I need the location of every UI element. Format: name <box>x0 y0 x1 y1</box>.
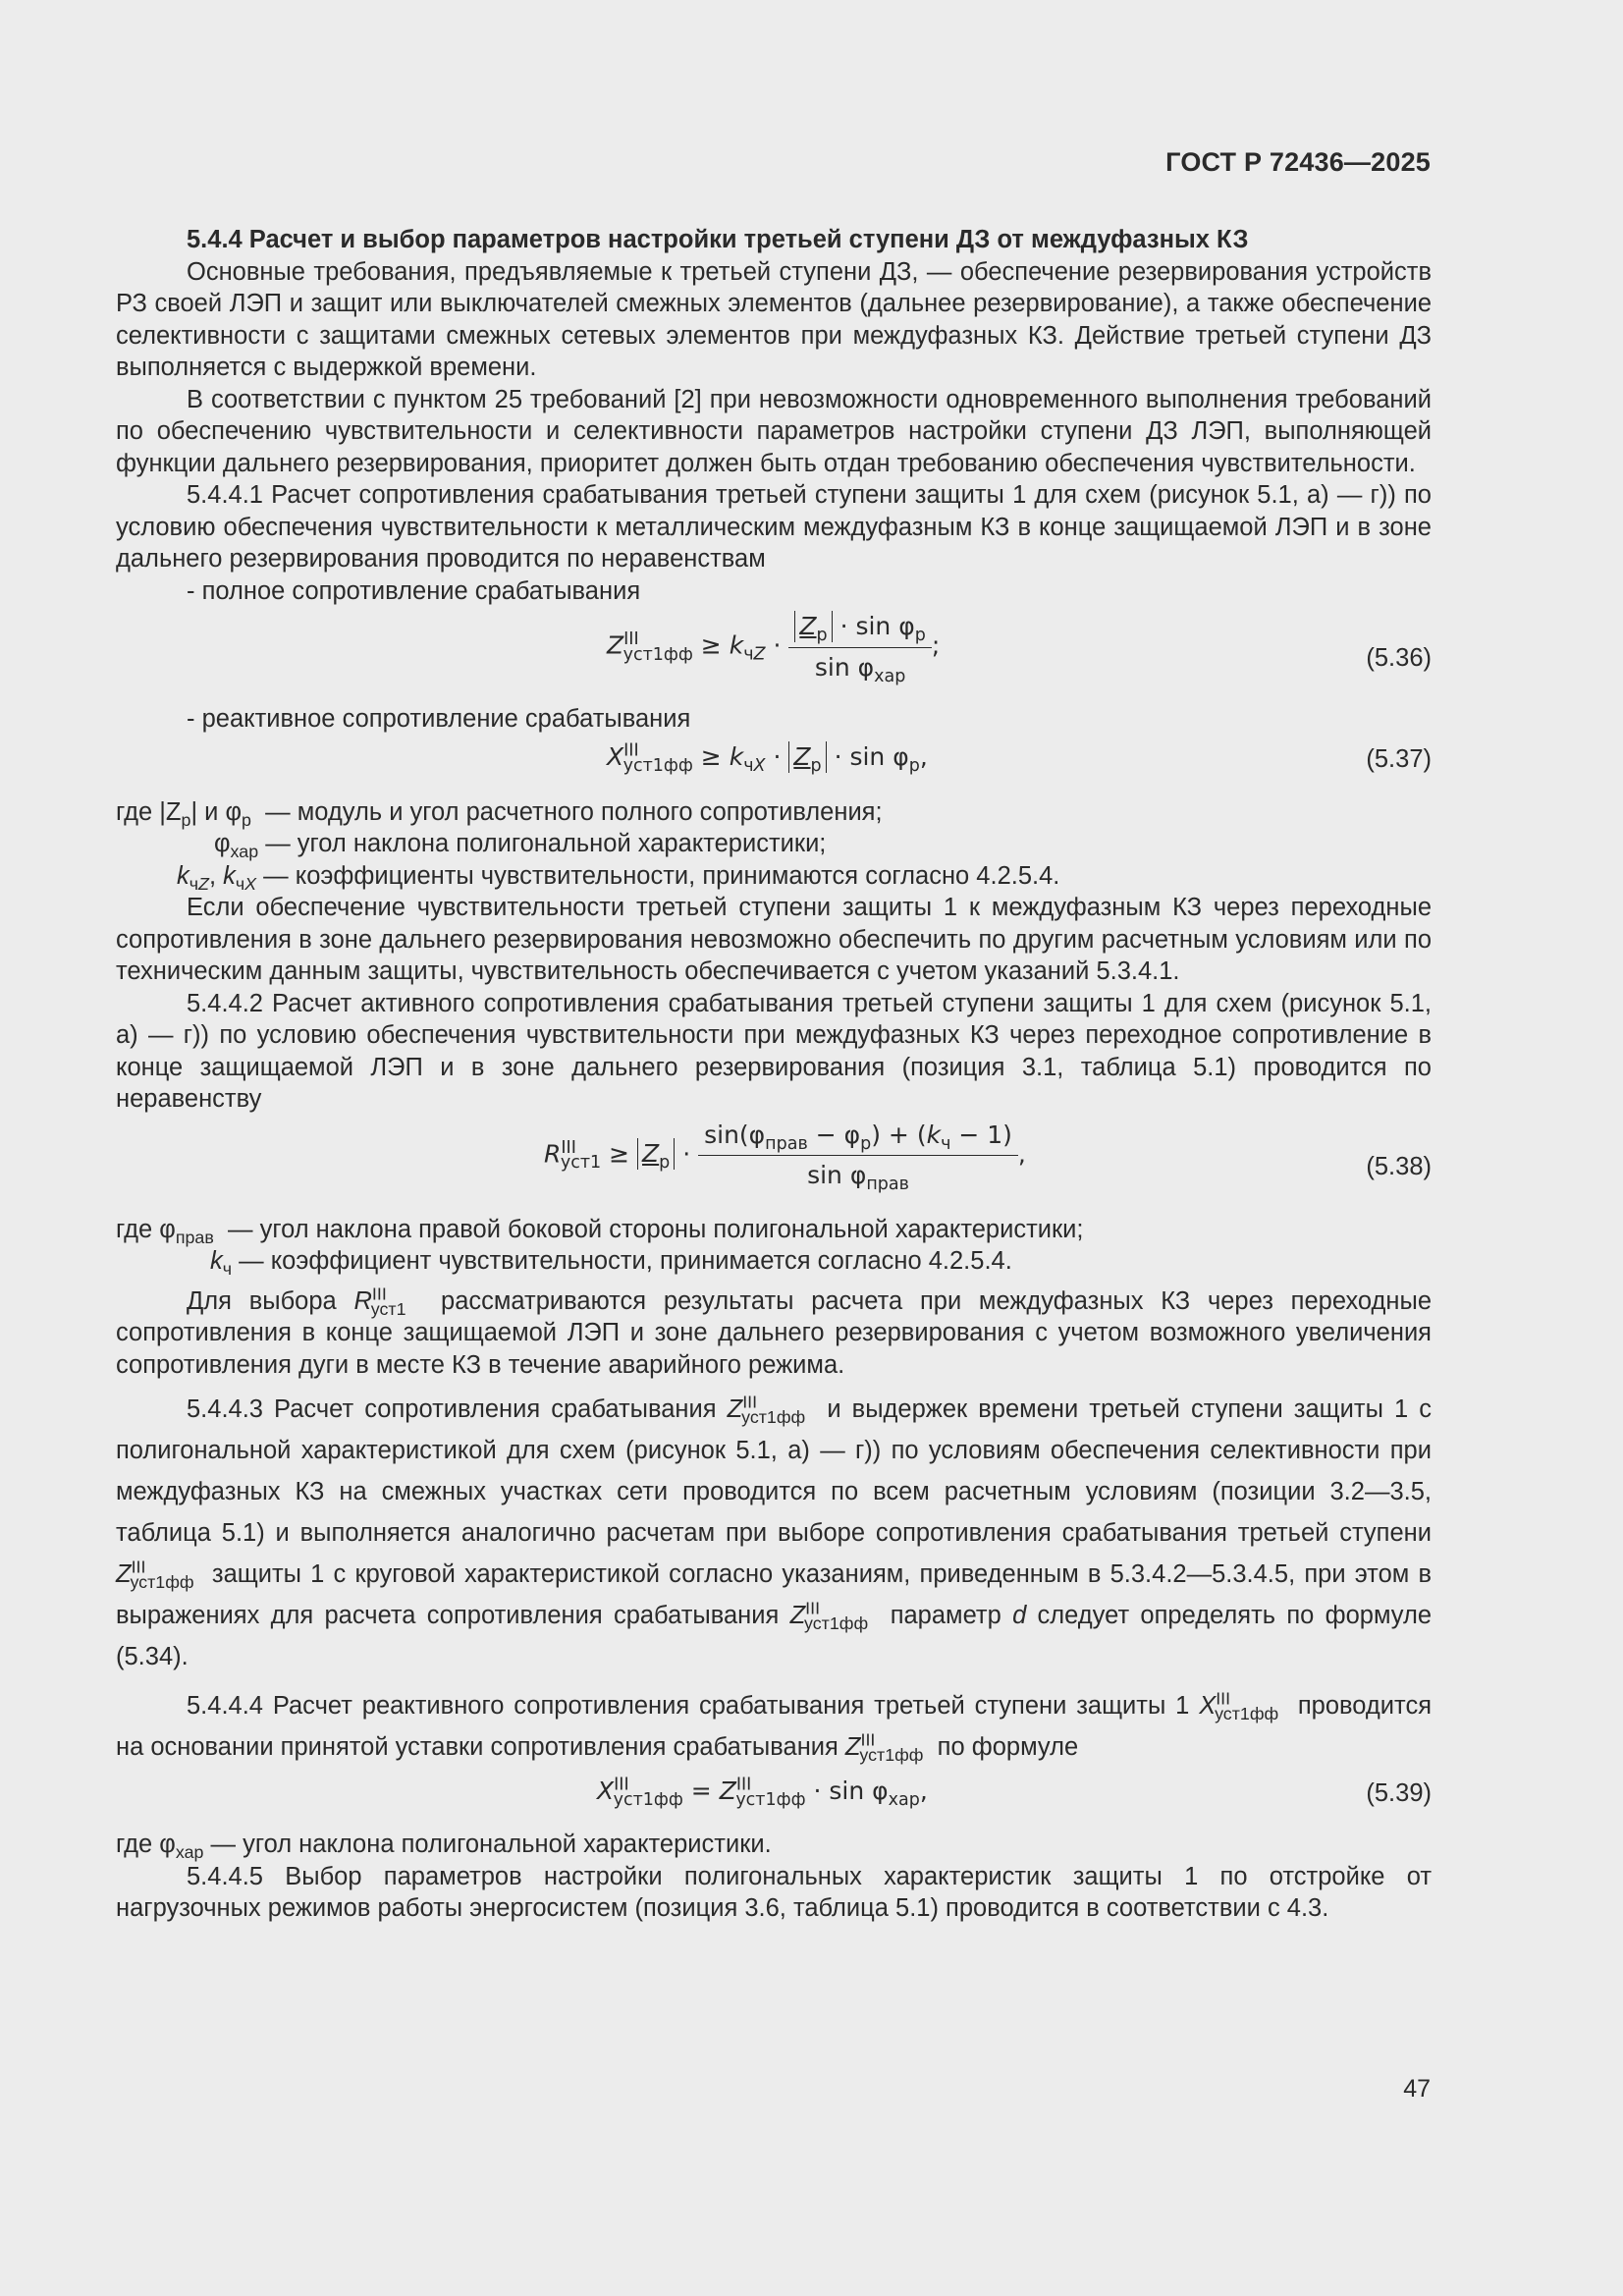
page-number: 47 <box>1403 2075 1431 2103</box>
equation-number: (5.37) <box>1366 744 1432 773</box>
definitions <box>116 796 1432 893</box>
definition-row: $k_{чZ}$, $k_{чX}$ — коэффициенты чувствительности, принимаются согласно 4.2.5.4. <box>177 861 1060 894</box>
paragraph: 5.4.4.2 Расчет активного сопротивления срабатывания третьей ступени защиты 1 для схем (рисунок 5.1, а) — г)) по условию обеспечения чувствительности при междуфазных КЗ через переходное сопротивление в конце защищаемой ЛЭП и в зоне дальнего резервирования (позиция 3.1, таблица 5.1) проводится по неравенству <box>116 989 1432 1113</box>
paragraph: 5.4.4.1 Расчет сопротивления срабатывания третьей ступени защиты 1 для схем (рисунок 5.1, а) — г)) по условию обеспечения чувствительности к металлическим междуфазным КЗ в конце защищаемой ЛЭП и в зоне дальнего резервирования проводится по неравенствам <box>116 481 1432 573</box>
formula: $X^{III}_{уст1фф} \ge k_{чX} \cdot Z_р \cdot \sin \varphi_р$, <box>607 740 928 776</box>
formula: $X^{III}_{уст1фф} = Z^{III}_{уст1фф} \cdot \sin \varphi_{хар}$, <box>597 1775 928 1810</box>
definition-row: где $\varphi_{прав}$ — угол наклона правой боковой стороны полигональной характеристики; <box>116 1215 1084 1247</box>
equation-5-38 <box>116 1116 1432 1214</box>
definition-row: где $\varphi_{хар}$ — угол наклона полигональной характеристики. <box>116 1831 772 1863</box>
definition-row: $k_ч$ — коэффициент чувствительности, принимается согласно 4.2.5.4. <box>210 1247 1012 1280</box>
equation-number: (5.38) <box>1366 1152 1432 1180</box>
paragraph: 5.4.4.5 Выбор параметров настройки полигональных характеристик защиты 1 по отстройке от нагрузочных режимов работы энергосистем (позиция 3.6, таблица 5.1) проводится в соответствии с 4.3. <box>116 1862 1432 1922</box>
list-item: - полное сопротивление срабатывания <box>187 576 641 605</box>
document-id: ГОСТ Р 72436—2025 <box>1165 147 1431 177</box>
equation-5-36 <box>116 607 1432 703</box>
paragraph: Для выбора $R^{III}_{уст1}$ рассматриваются результаты расчета при междуфазных КЗ через переходные сопротивления в конце защищаемой ЛЭП и зоне дальнего резервирования с учетом возможного увеличения сопротивления дуги в месте КЗ в течение аварийного режима. <box>116 1284 1432 1379</box>
equation-5-39 <box>116 1768 1432 1829</box>
section-heading: 5.4.4 Расчет и выбор параметров настройки третьей ступени ДЗ от междуфазных КЗ <box>187 226 1249 253</box>
paragraph: 5.4.4.3 Расчет сопротивления срабатывания $Z^{III}_{уст1фф}$ и выдержек времени третьей ступени защиты 1 с полигональной характеристикой для схем (рисунок 5.1, а) — г)) по условиям обеспечения селективности при междуфазных КЗ на смежных участках сети проводится по всем расчетным условиям (позиции 3.2—3.5, таблица 5.1) и выполняется аналогично расчетам при выборе сопротивления срабатывания третьей ступени $Z^{III}_{уст1фф}$ защиты 1 с круговой характеристикой согласно указаниям, приведенным в 5.3.4.2—5.3.4.5, при этом в выражениях для расчета сопротивления срабатывания $Z^{III}_{уст1фф}$ параметр d следует определять по формуле (5.34). <box>116 1392 1433 1670</box>
list-item: - реактивное сопротивление срабатывания <box>187 705 691 733</box>
paragraph: Если обеспечение чувствительности третьей ступени защиты 1 к междуфазным КЗ через переходные сопротивления в зоне дальнего резервирования невозможно обеспечить по другим расчетным условиям или по техническим данным защиты, чувствительность обеспечивается с учетом указаний 5.3.4.1. <box>116 894 1432 985</box>
equation-number: (5.36) <box>1366 644 1432 672</box>
equation-5-37 <box>116 736 1432 796</box>
paragraph: В соответствии с пунктом 25 требований [2] при невозможности одновременного выполнения требований по обеспечению чувствительности и селективности параметров настройки ступени ДЗ ЛЭП, выполняющей функции дальнего резервирования, приоритет должен быть отдан требованию обеспечения чувствительности. <box>116 385 1432 477</box>
page-body <box>116 224 1432 1925</box>
definition-row: $\varphi_{хар}$ — угол наклона полигональной характеристики; <box>214 830 827 862</box>
formula: $Z^{III}_{уст1фф} \ge k_{чZ}$ · $\frac{Z_р \cdot \sin \varphi_р}{\sin \varphi_{хар}}$ ; <box>607 612 941 686</box>
paragraph: 5.4.4.4 Расчет реактивного сопротивления срабатывания третьей ступени защиты 1 $X^{III}_{уст1фф}$ проводится на основании принятой уставки сопротивления срабатывания $Z^{III}_{уст1фф}$ по формуле <box>116 1688 1433 1766</box>
paragraph: Основные требования, предъявляемые к третьей ступени ДЗ, — обеспечение резервирования устройств РЗ своей ЛЭП и защит или выключателей смежных элементов (дальнее резервирование), а также обеспечение селективности с защитами смежных сетевых элементов при междуфазных КЗ. Действие третьей ступени ДЗ выполняется с выдержкой времени. <box>116 257 1432 381</box>
definition-row: где $|Z_р|$ и $\varphi_р$ — модуль и угол расчетного полного сопротивления; <box>116 797 883 830</box>
equation-number: (5.39) <box>1366 1779 1432 1807</box>
formula: $R^{III}_{уст1} \ge Z_р$ · $\frac{\sin(\varphi_{прав} - \varphi_р) + (k_ч - 1)}{\sin \varphi_{прав}}$ , <box>544 1120 1026 1194</box>
definitions <box>116 1214 1432 1278</box>
